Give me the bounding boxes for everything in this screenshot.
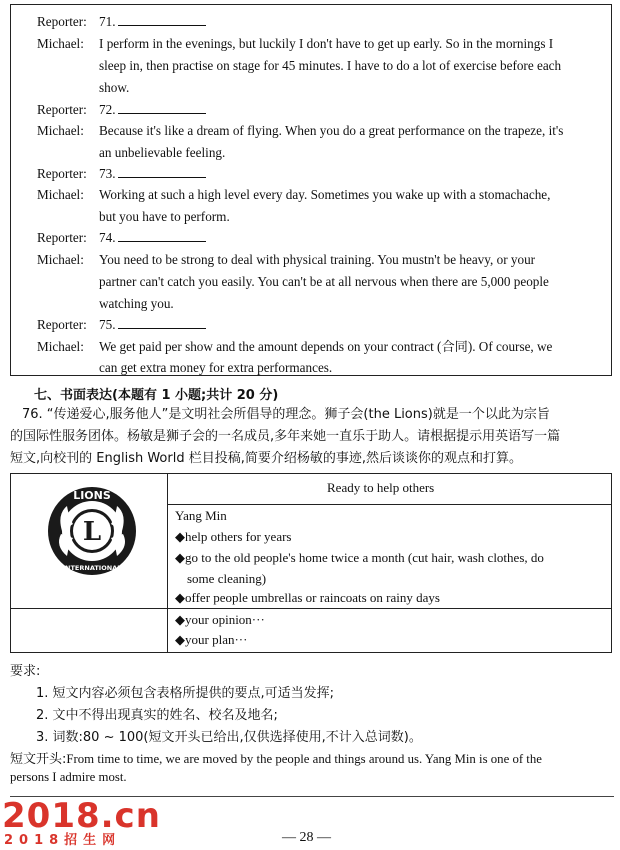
- dialogue-line: an unbelievable feeling.: [99, 145, 226, 160]
- dialogue-line: show.: [99, 80, 130, 95]
- table-plan: ◆your plan···: [175, 632, 248, 647]
- table-point: ◆go to the old people's home twice a month (cut hair, wash clothes, do: [175, 550, 544, 565]
- watermark-logo: 2018.cn: [2, 796, 161, 836]
- requirement-item: 2. 文中不得出现真实的姓名、校名及地名;: [36, 708, 278, 723]
- dialogue-line: Reporter: 74.: [37, 227, 609, 248]
- dialogue-line: but you have to perform.: [99, 209, 230, 224]
- dialogue-line: partner can't catch you easily. You can't be at all nervous when there are 5,000 people: [99, 274, 549, 289]
- dialogue-line: Michael: Working at such a high level every day. Sometimes you wake up with a stomachache,: [37, 187, 551, 202]
- requirements-title: 要求:: [10, 664, 41, 679]
- answer-blank-74[interactable]: [118, 228, 206, 242]
- table-point: some cleaning): [187, 571, 267, 586]
- table-divider: [167, 504, 611, 505]
- info-table: [10, 473, 612, 653]
- dialogue-line: can get extra money for extra performances.: [99, 360, 333, 375]
- table-point: ◆help others for years: [175, 529, 292, 544]
- dialogue-line: Reporter: 71.: [37, 11, 609, 32]
- question-line: 76. “传递爱心,服务他人”是文明社会所倡导的理念。狮子会(the Lions)就是一个以此为宗旨: [22, 407, 550, 422]
- logo-bottom-text: INTERNATIONAL: [62, 564, 122, 572]
- dialogue-line: Michael: I perform in the evenings, but luckily I don't have to get up early. So in the mornings I: [37, 36, 554, 51]
- table-divider: [11, 608, 611, 609]
- table-divider: [167, 474, 168, 652]
- dialogue-line: watching you.: [99, 296, 174, 311]
- question-line: 短文,向校刊的 English World 栏目投稿,简要介绍杨敏的事迹,然后谈谈你的观点和打算。: [10, 451, 522, 466]
- lions-logo-icon: [45, 484, 139, 578]
- answer-blank-71[interactable]: [118, 12, 206, 26]
- opening-line: 短文开头:From time to time, we are moved by the people and things around us. Yang Min is one of the: [10, 752, 542, 767]
- logo-center-letter: L: [82, 517, 102, 547]
- watermark-subtitle: 2018招生网: [4, 833, 122, 848]
- table-header: Ready to help others: [327, 480, 435, 495]
- table-opinion: ◆your opinion···: [175, 612, 265, 627]
- dialogue-line: sleep in, then practise on stage for 45 minutes. I have to do a lot of exercise before each: [99, 58, 562, 73]
- dialogue-line: Michael: You need to be strong to deal with physical training. You mustn't be heavy, or your: [37, 252, 536, 267]
- requirement-item: 3. 词数:80 ~ 100(短文开头已给出,仅供选择使用,不计入总词数)。: [36, 730, 422, 745]
- logo-top-text: LIONS: [73, 489, 111, 502]
- table-name: Yang Min: [175, 508, 227, 523]
- table-point: ◆offer people umbrellas or raincoats on rainy days: [175, 590, 440, 605]
- dialogue-line: Reporter: 75.: [37, 314, 609, 335]
- dialogue-line: Michael: Because it's like a dream of flying. When you do a great performance on the trapeze, it's: [37, 123, 564, 138]
- question-line: 的国际性服务团体。杨敏是狮子会的一名成员,多年来她一直乐于助人。请根据提示用英语写一篇: [10, 429, 561, 444]
- page-number: — 28 —: [282, 830, 331, 845]
- dialogue-line: Reporter: 72.: [37, 99, 609, 120]
- dialogue-box: [10, 4, 612, 376]
- dialogue-line: Michael: We get paid per show and the amount depends on your contract (合同). Of course, we: [37, 339, 553, 354]
- answer-blank-75[interactable]: [118, 315, 206, 329]
- answer-blank-72[interactable]: [118, 100, 206, 114]
- opening-line: persons I admire most.: [10, 770, 127, 784]
- answer-blank-73[interactable]: [118, 164, 206, 178]
- dialogue-line: Reporter: 73.: [37, 163, 609, 184]
- section-title: 七、书面表达(本题有 1 小题;共计 20 分): [34, 388, 279, 403]
- requirement-item: 1. 短文内容必须包含表格所提供的要点,可适当发挥;: [36, 686, 335, 701]
